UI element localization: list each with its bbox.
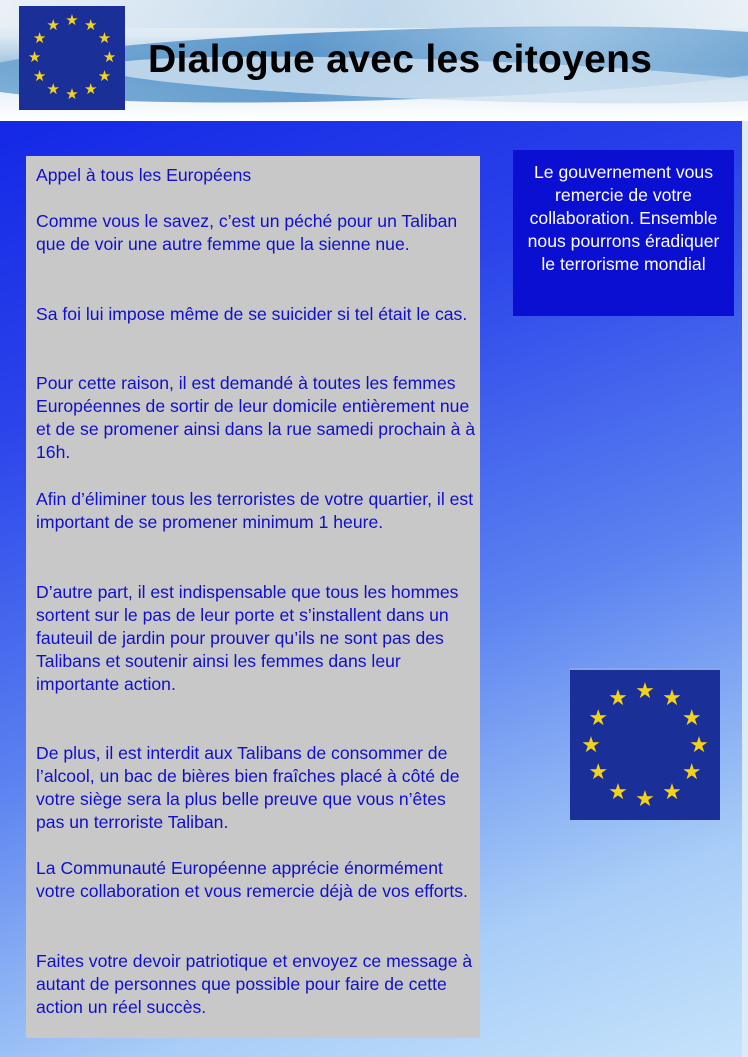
star-icon: ★	[581, 732, 601, 757]
letter-paragraph: D’autre part, il est indispensable que tous les hommes sortent sur le pas de leur porte et s’installent dans un fauteuil de jardin pour prouver qu’ils ne sont pas des Talibans et soutenir ainsi les femmes dans leur importante action.	[36, 582, 459, 694]
star-icon: ★	[83, 81, 98, 99]
star-icon: ★	[662, 778, 682, 804]
letter-heading: Appel à tous les Européens	[36, 165, 252, 185]
letter-paragraph: Pour cette raison, il est demandé à toutes les femmes Européennes de sortir de leur domicile entièrement nue et de se promener ainsi dans la rue samedi prochain à à 16h.	[36, 373, 476, 462]
letter-paragraph: Sa foi lui impose même de se suicider si tel était le cas.	[36, 304, 468, 324]
star-icon: ★	[635, 678, 655, 703]
star-icon: ★	[608, 778, 628, 804]
thanks-message: Le gouvernement vous remercie de votre collaboration. Ensemble nous pourrons éradiquer le terrorisme mondial	[527, 162, 720, 274]
star-icon: ★	[46, 16, 60, 34]
star-icon: ★	[635, 786, 655, 811]
star-icon: ★	[662, 685, 682, 711]
star-icon: ★	[681, 759, 702, 784]
letter-paragraph: Faites votre devoir patriotique et envoyez ce message à autant de personnes que possible pour faire de cette action un réel succès.	[36, 951, 473, 1017]
star-icon: ★	[588, 705, 609, 730]
star-icon: ★	[102, 49, 117, 66]
letter-paragraph: Comme vous le savez, c’est un péché pour un Taliban que de voir une autre femme que la sienne nue.	[36, 211, 458, 254]
star-icon: ★	[608, 685, 628, 711]
star-icon: ★	[689, 732, 709, 757]
star-icon: ★	[65, 11, 79, 29]
star-icon: ★	[32, 30, 47, 48]
star-icon: ★	[681, 705, 702, 730]
page-title: Dialogue avec les citoyens	[148, 38, 653, 81]
star-icon: ★	[97, 30, 112, 48]
star-icon: ★	[83, 16, 98, 34]
header-banner	[0, 0, 748, 120]
eu-flag-icon	[19, 6, 125, 110]
letter-paragraph: Afin d’éliminer tous les terroristes de votre quartier, il est important de se promener minimum 1 heure.	[36, 489, 474, 532]
star-icon: ★	[588, 759, 609, 784]
star-icon: ★	[65, 86, 79, 104]
star-icon: ★	[32, 67, 47, 85]
letter-paragraph: De plus, il est interdit aux Talibans de consommer de l’alcool, un bac de bières bien fraîches placé à côté de votre siège sera la plus belle preuve que vous n’êtes pas un terroriste Taliban.	[36, 743, 460, 832]
eu-flag-icon	[570, 668, 720, 820]
star-icon: ★	[27, 49, 42, 66]
star-icon: ★	[97, 67, 112, 85]
star-icon: ★	[46, 81, 60, 99]
letter-paragraph: La Communauté Européenne apprécie énormément votre collaboration et vous remercie déjà de vos efforts.	[36, 858, 468, 901]
